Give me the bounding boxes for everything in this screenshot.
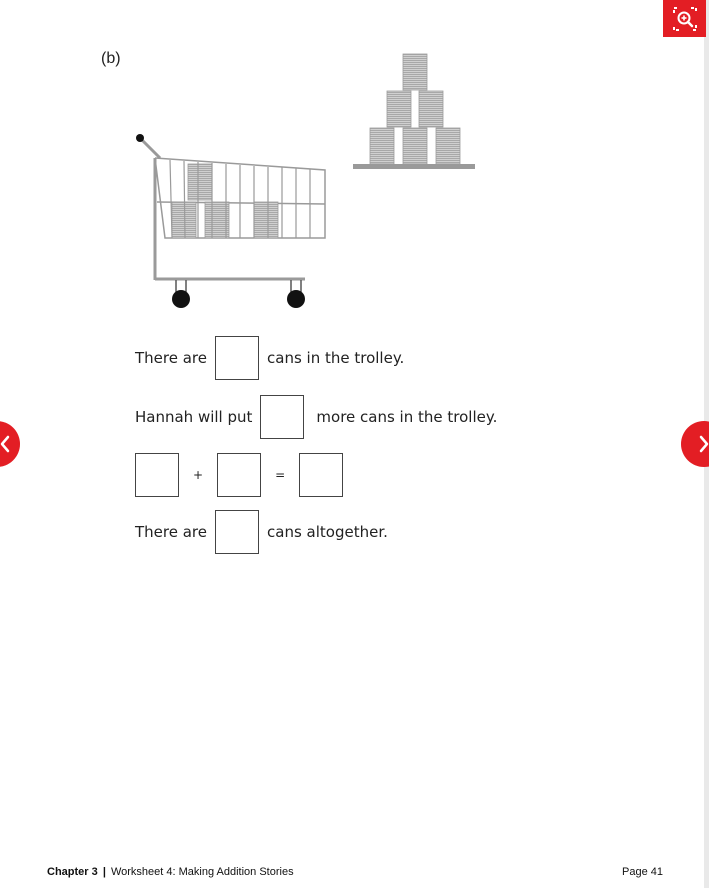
question-text: cans altogether. [267, 523, 388, 541]
footer-chapter-info [47, 866, 294, 878]
equals-sign: = [275, 468, 286, 482]
part-label: (b) [101, 50, 121, 67]
question-text: There are [135, 523, 207, 541]
answer-box-addend-2[interactable] [217, 453, 261, 497]
answer-box-sum[interactable] [299, 453, 343, 497]
plus-sign: + [193, 468, 204, 482]
question-text: more cans in the trolley. [316, 408, 498, 426]
footer-worksheet-title: Worksheet 4: Making Addition Stories [110, 866, 294, 878]
footer-chapter: Chapter 3 [47, 866, 98, 878]
footer-page-number: Page 41 [622, 866, 663, 878]
question-line-more-cans [135, 395, 497, 439]
answer-box-cans-in-trolley[interactable] [215, 336, 259, 380]
question-line-cans-in-trolley [135, 336, 404, 380]
next-page-button[interactable] [681, 421, 709, 467]
question-text: cans in the trolley. [267, 349, 405, 367]
can-pyramid-image [353, 54, 475, 169]
answer-box-more-cans[interactable] [260, 395, 304, 439]
previous-page-button[interactable] [0, 421, 20, 467]
question-text: Hannah will put [135, 408, 253, 426]
question-line-altogether [135, 510, 388, 554]
question-text: There are [135, 349, 207, 367]
trolley-image [136, 134, 325, 308]
answer-box-altogether[interactable] [215, 510, 259, 554]
footer-separator: | [102, 866, 106, 878]
answer-box-addend-1[interactable] [135, 453, 179, 497]
trolley-and-cans-illustration [0, 0, 709, 330]
chevron-left-icon [0, 421, 20, 467]
chevron-right-icon [681, 421, 709, 467]
addition-equation [135, 453, 343, 497]
